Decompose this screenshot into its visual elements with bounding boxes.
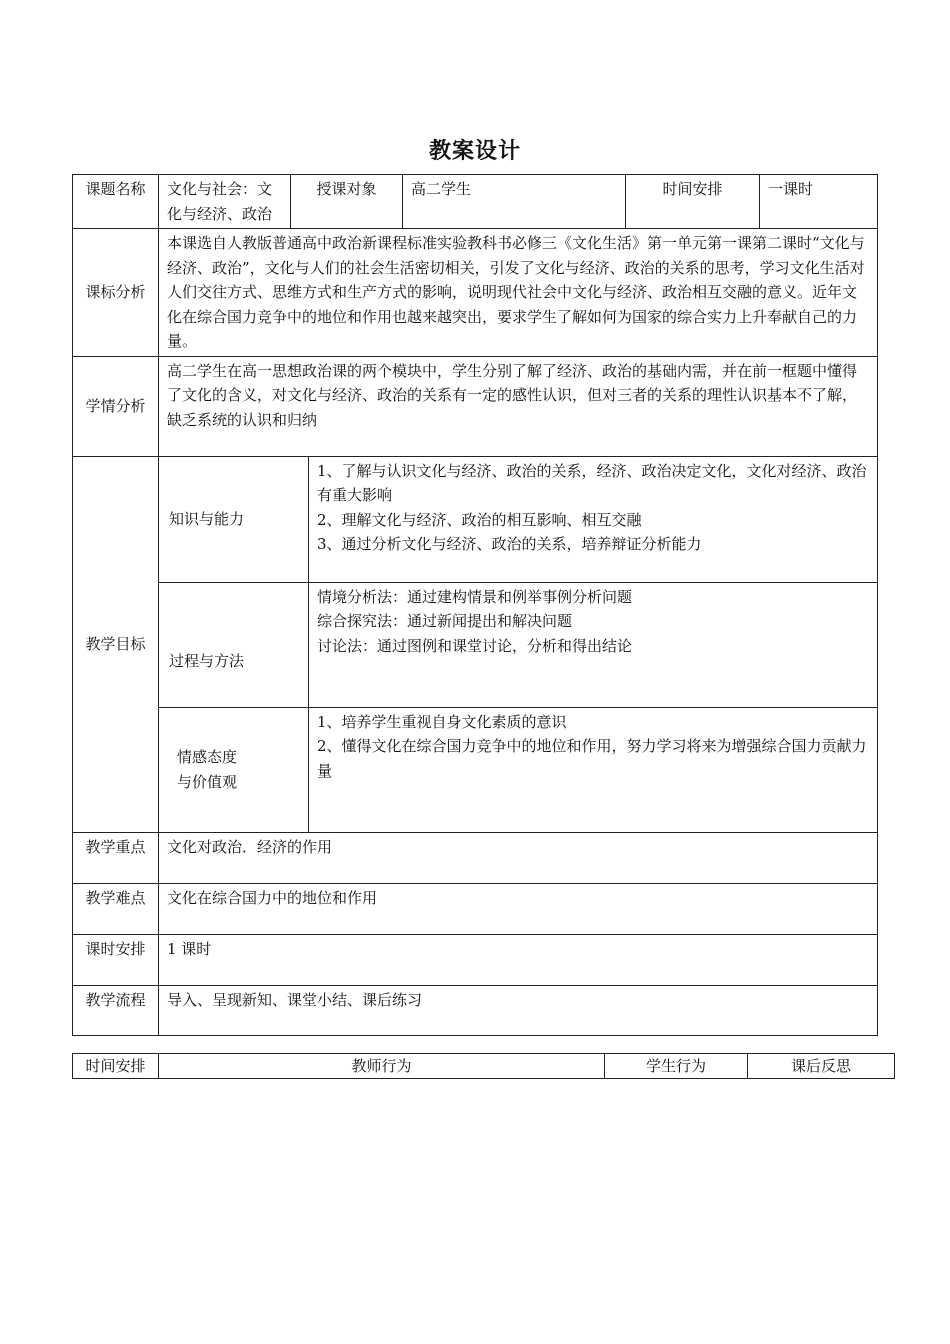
- objective-knowledge-row: [73, 456, 878, 582]
- schedule-row: [73, 934, 878, 985]
- knowledge-label: 知识与能力: [159, 456, 309, 582]
- standard-analysis-label: 课标分析: [73, 229, 159, 357]
- process-flow-label: 教学流程: [73, 985, 159, 1035]
- audience-value: 高二学生: [403, 175, 626, 229]
- process-flow-text: 导入、呈现新知、课堂小结、课后练习: [159, 985, 878, 1035]
- schedule-text: 1 课时: [159, 934, 878, 985]
- emotion-label-line1: 情感态度: [177, 748, 238, 766]
- standard-analysis-row: [73, 229, 878, 357]
- topic-value: 文化与社会：文化与经济、政治: [159, 175, 291, 229]
- topic-label: 课题名称: [73, 175, 159, 229]
- objective-emotion-row: [73, 707, 878, 832]
- lesson-plan-table: [72, 174, 878, 1036]
- process-item: 情境分析法：通过建构情景和例举事例分析问题: [317, 587, 633, 606]
- flow-header-cell: 课后反思: [748, 1054, 895, 1079]
- teaching-flow-table: [72, 1053, 895, 1079]
- time-label: 时间安排: [626, 175, 760, 229]
- objectives-label: 教学目标: [73, 456, 159, 832]
- emotion-label: [159, 707, 309, 832]
- student-analysis-text: 高二学生在高一思想政治课的两个模块中，学生分别了解了经济、政治的基础内需，并在前一框题中懂得了文化的含义，对文化与经济、政治的关系有一定的感性认识，但对三者的关系的理性认识基本不了解，缺乏系统的认识和归纳: [159, 356, 878, 456]
- difficulty-row: [73, 883, 878, 934]
- difficulty-label: 教学难点: [73, 883, 159, 934]
- process-content: [309, 582, 878, 707]
- audience-label: 授课对象: [291, 175, 403, 229]
- knowledge-item: 2、理解文化与经济、政治的相互影响、相互交融: [317, 510, 642, 529]
- flow-header-cell: 教师行为: [159, 1054, 605, 1079]
- process-flow-row: [73, 985, 878, 1035]
- flow-header-cell: 时间安排: [73, 1054, 159, 1079]
- student-analysis-label: 学情分析: [73, 356, 159, 456]
- process-item: 综合探究法：通过新闻提出和解决问题: [317, 612, 573, 630]
- page-title: 教案设计: [428, 139, 521, 164]
- flow-header-cell: 学生行为: [605, 1054, 748, 1079]
- knowledge-content: [309, 456, 878, 582]
- schedule-label: 课时安排: [73, 934, 159, 985]
- key-point-text: 文化对政治．经济的作用: [159, 832, 878, 883]
- time-value: 一课时: [760, 175, 878, 229]
- knowledge-item: 1、了解与认识文化与经济、政治的关系，经济、政治决定文化，文化对经济、政治有重大影响: [317, 461, 867, 504]
- process-item: 讨论法：通过图例和课堂讨论，分析和得出结论: [317, 636, 633, 655]
- emotion-item: 2、懂得文化在综合国力竞争中的地位和作用，努力学习将来为增强综合国力贡献力量: [317, 737, 867, 780]
- key-point-row: [73, 832, 878, 883]
- student-analysis-row: [73, 356, 878, 456]
- emotion-item: 1、培养学生重视自身文化素质的意识: [317, 712, 567, 731]
- course-info-row: [73, 175, 878, 229]
- flow-header-row: [73, 1054, 895, 1079]
- emotion-label-line2: 与价值观: [177, 772, 238, 791]
- knowledge-item: 3、通过分析文化与经济、政治的关系，培养辩证分析能力: [317, 535, 702, 553]
- standard-analysis-text: 本课选自人教版普通高中政治新课程标准实验教科书必修三《文化生活》第一单元第一课第二课时“文化与经济、政治”，文化与人们的社会生活密切相关，引发了文化与经济、政治的关系的思考，学习文化生活对人们交往方式、思维方式和生产方式的影响，说明现代社会中文化与经济、政治相互交融的意义。近年文化在综合国力竞争中的地位和作用也越来越突出，要求学生了解如何为国家的综合实力上升奉献自己的力量。: [159, 229, 878, 357]
- key-point-label: 教学重点: [73, 832, 159, 883]
- emotion-content: [309, 707, 878, 832]
- objective-process-row: [73, 582, 878, 707]
- process-label: 过程与方法: [159, 582, 309, 707]
- difficulty-text: 文化在综合国力中的地位和作用: [159, 883, 878, 934]
